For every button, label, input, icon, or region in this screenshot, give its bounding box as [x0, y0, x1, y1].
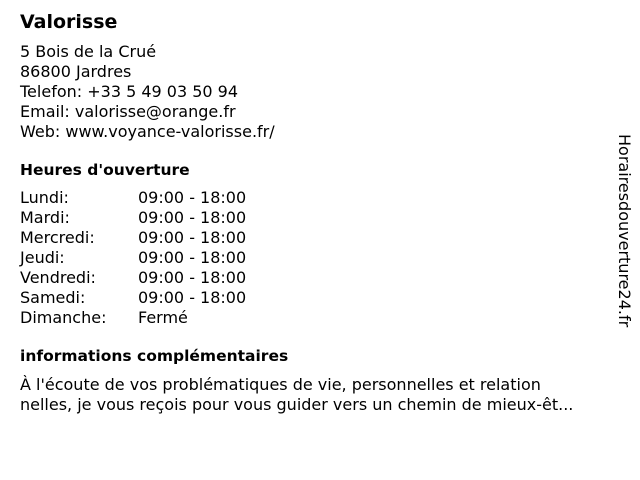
- site-watermark: [614, 134, 634, 344]
- address-city: 86800 Jardres: [20, 62, 132, 81]
- phone-text: Telefon: +33 5 49 03 50 94: [20, 82, 239, 101]
- day-label: Mercredi:: [20, 228, 95, 247]
- business-card: [20, 10, 610, 415]
- time-value: 09:00 - 18:00: [138, 188, 247, 207]
- time-value: 09:00 - 18:00: [138, 208, 247, 227]
- hours-row-tuesday: [20, 208, 610, 228]
- description-line: nelles, je vous reçois pour vous guider vers un chemin de mieux-êt...: [20, 395, 574, 414]
- hours-row-friday: [20, 268, 610, 288]
- day-label: Dimanche:: [20, 308, 107, 327]
- hours-row-thursday: [20, 248, 610, 268]
- contact-block: [20, 42, 610, 142]
- time-value: 09:00 - 18:00: [138, 288, 247, 307]
- day-label: Samedi:: [20, 288, 86, 307]
- opening-hours-table: [20, 188, 610, 328]
- business-name: Valorisse: [20, 11, 118, 33]
- web-text: Web: www.voyance-valorisse.fr/: [20, 122, 275, 141]
- hours-title: Heures d'ouverture: [20, 161, 190, 179]
- hours-row-monday: [20, 188, 610, 208]
- time-value: 09:00 - 18:00: [138, 268, 247, 287]
- info-title: informations complémentaires: [20, 347, 289, 365]
- time-value: 09:00 - 18:00: [138, 248, 247, 267]
- description-line: À l'écoute de vos problématiques de vie, personnelles et relation: [20, 375, 541, 394]
- hours-row-saturday: [20, 288, 610, 308]
- watermark-text: Horairesdouverture24.fr: [615, 134, 634, 328]
- time-value: 09:00 - 18:00: [138, 228, 247, 247]
- day-label: Jeudi:: [20, 248, 65, 267]
- time-value: Fermé: [138, 308, 188, 327]
- email-text: Email: valorisse@orange.fr: [20, 102, 236, 121]
- day-label: Vendredi:: [20, 268, 96, 287]
- hours-row-wednesday: [20, 228, 610, 248]
- address-street: 5 Bois de la Crué: [20, 42, 157, 61]
- info-description: [20, 375, 630, 415]
- day-label: Mardi:: [20, 208, 70, 227]
- hours-row-sunday: [20, 308, 610, 328]
- day-label: Lundi:: [20, 188, 69, 207]
